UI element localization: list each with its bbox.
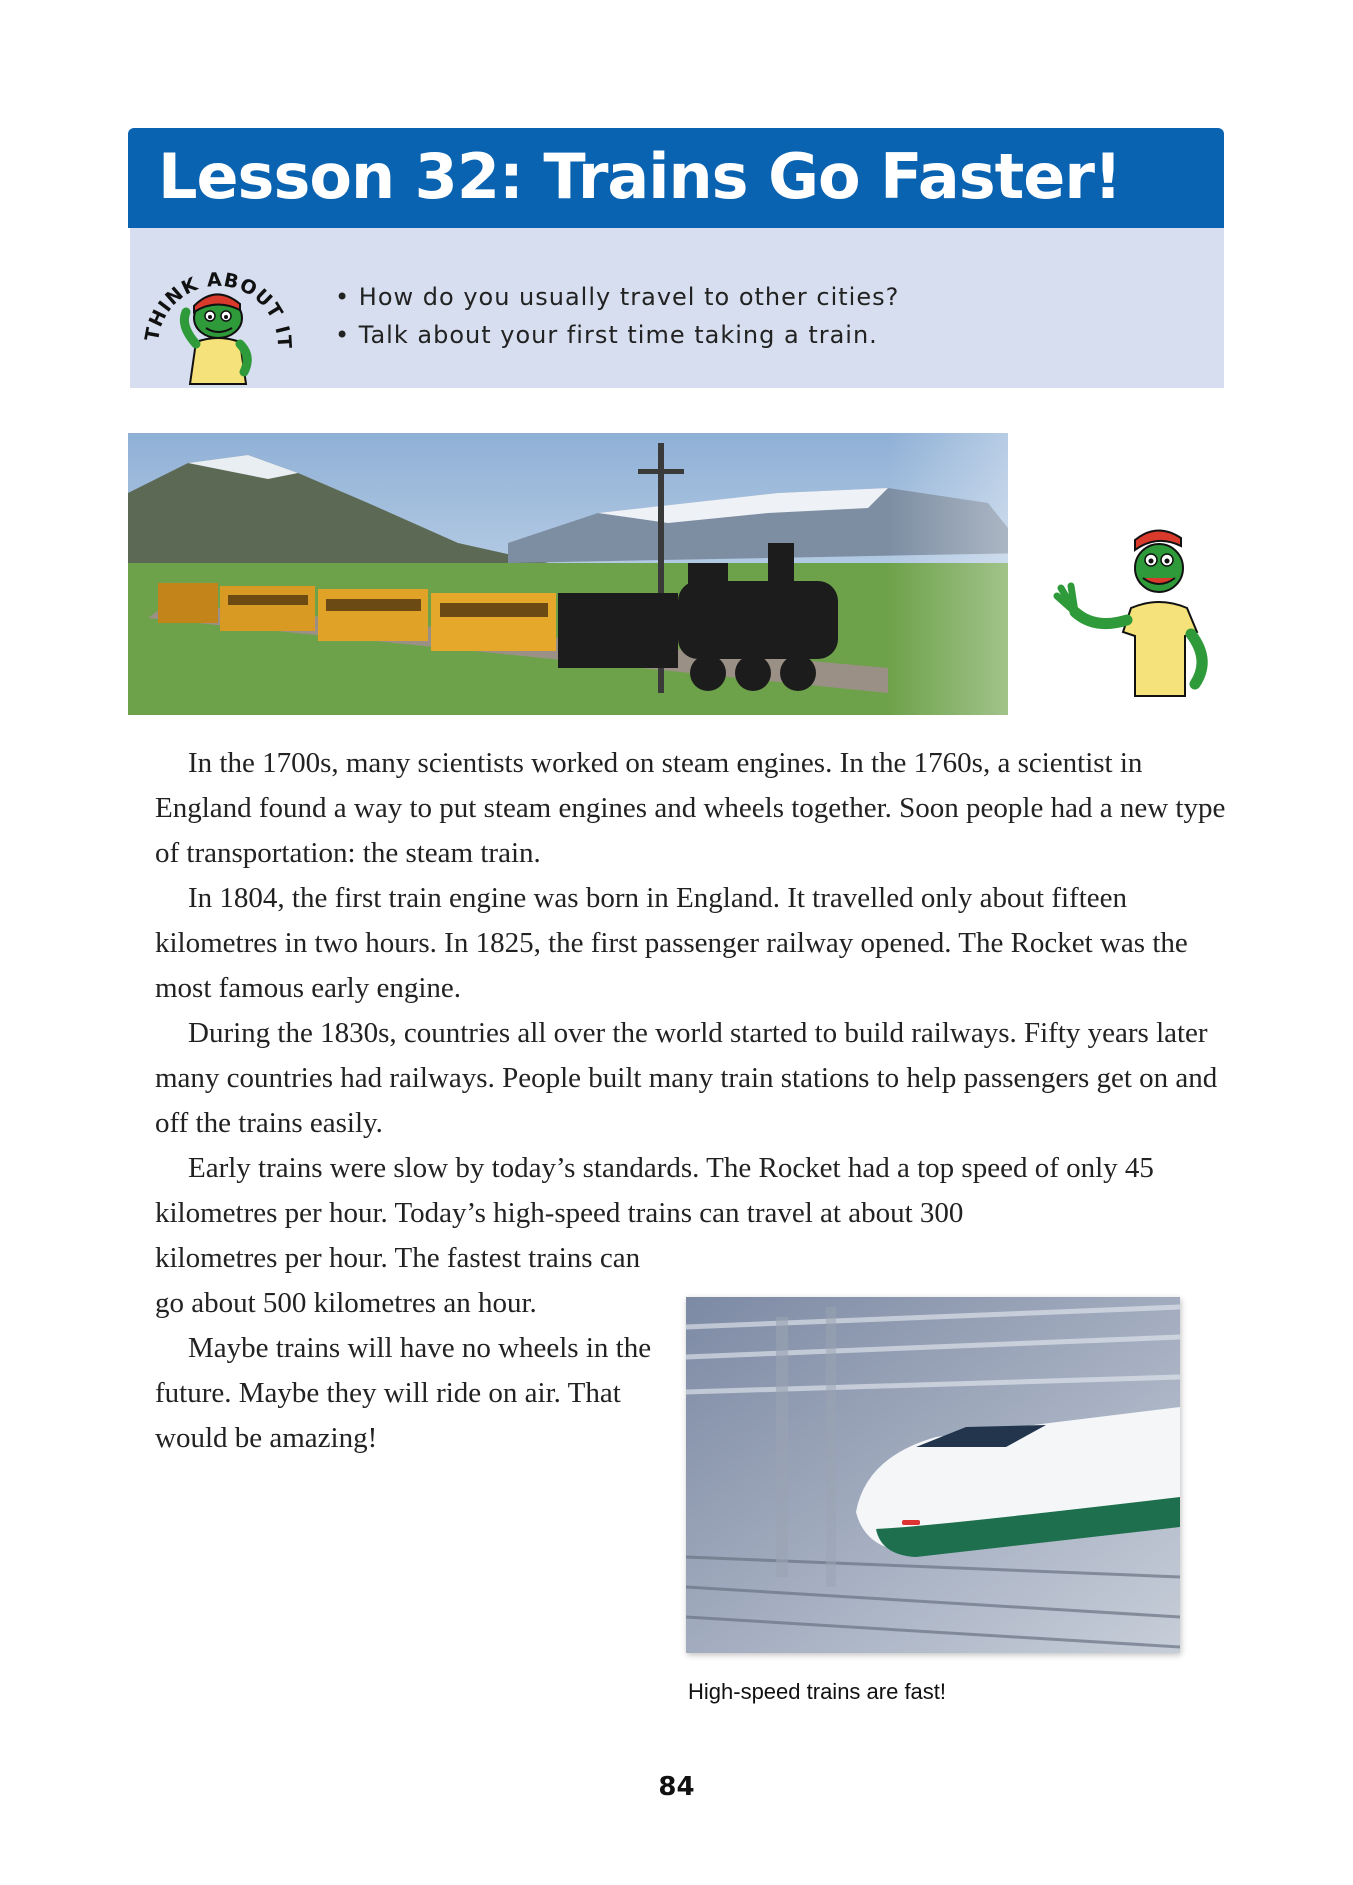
think-about-it-box bbox=[130, 228, 1224, 388]
question-item: • Talk about your first time taking a train. bbox=[335, 321, 878, 349]
paragraph: kilometres per hour. The fastest trains can go about 500 kilometres an hour. bbox=[155, 1242, 641, 1319]
paragraph: During the 1830s, countries all over the world started to build railways. Fifty years later many countries had railways. People built many train stations to help passengers get on and off the trains easily. bbox=[155, 1017, 1218, 1139]
page-number: 84 bbox=[658, 1772, 695, 1802]
turtle-mascot-waving-icon bbox=[1035, 520, 1225, 720]
lesson-title-bar bbox=[128, 128, 1224, 228]
discussion-questions bbox=[335, 278, 899, 354]
think-about-it-label: THINK ABOUT IT bbox=[141, 268, 296, 350]
high-speed-train-photo bbox=[686, 1297, 1180, 1653]
paragraph: Early trains were slow by today’s standards. The Rocket had a top speed of only 45 kilometres per hour. Today’s high-speed trains can travel at about 300 bbox=[155, 1152, 1154, 1229]
question-item: • How do you usually travel to other cities? bbox=[335, 283, 900, 311]
paragraph: In the 1700s, many scientists worked on steam engines. In the 1760s, a scientist in England found a way to put steam engines and wheels together. Soon people had a new type of transportation: the steam train. bbox=[155, 747, 1226, 869]
lesson-title: Lesson 32: Trains Go Faster! bbox=[158, 140, 1122, 213]
photo-caption: High-speed trains are fast! bbox=[688, 1679, 947, 1704]
think-about-it-mascot-icon bbox=[136, 246, 296, 396]
paragraph: In 1804, the first train engine was born in England. It travelled only about fifteen kilometres in two hours. In 1825, the first passenger railway opened. The Rocket was the most famous early engine. bbox=[155, 882, 1188, 1004]
paragraph: Maybe trains will have no wheels in the future. Maybe they will ride on air. That would be amazing! bbox=[155, 1332, 652, 1454]
